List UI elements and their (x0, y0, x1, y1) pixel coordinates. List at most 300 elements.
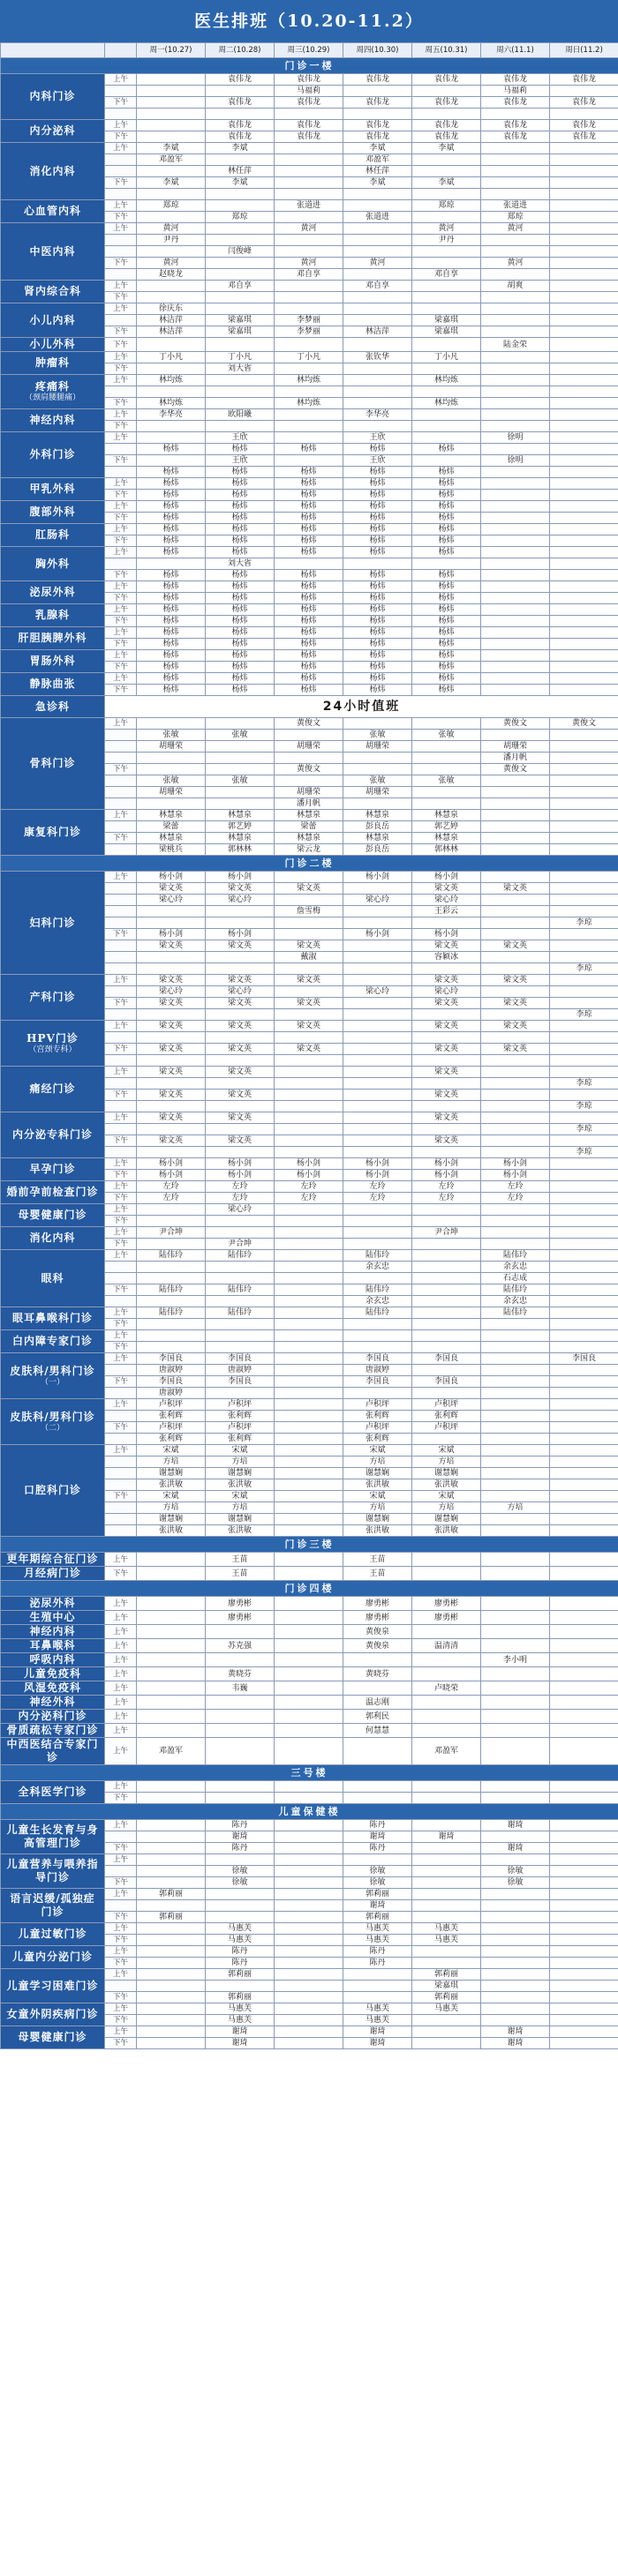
department-name (1, 200, 105, 223)
empty-cell (550, 154, 618, 166)
period-label: 下午 (105, 1090, 137, 1101)
doctor-cell: 张道进 (481, 200, 550, 212)
doctor-cell: 梁心玲 (137, 895, 206, 906)
table-row (1, 1330, 618, 1342)
table-row (1, 1625, 618, 1639)
table-row (1, 1820, 618, 1831)
empty-cell (343, 1781, 412, 1793)
empty-cell (550, 650, 618, 662)
empty-cell (550, 246, 618, 258)
empty-cell (412, 917, 481, 929)
department-name (1, 432, 105, 478)
doctor-cell: 杨炜 (137, 444, 206, 455)
table-row (1, 1067, 618, 1078)
table-row (1, 303, 618, 315)
empty-cell (481, 1399, 550, 1411)
department-label: 肛肠科 (34, 528, 70, 541)
empty-cell (550, 292, 618, 303)
empty-cell (343, 1738, 412, 1765)
doctor-cell: 邓盈军 (343, 154, 412, 166)
doctor-cell: 卢积坪 (412, 1399, 481, 1411)
department-label: 儿童过敏门诊 (18, 1928, 87, 1940)
empty-cell (550, 547, 618, 558)
empty-cell (550, 1342, 618, 1353)
empty-cell (412, 363, 481, 375)
empty-cell (550, 1284, 618, 1296)
table-row (1, 1724, 618, 1738)
doctor-cell: 张洪敏 (343, 1479, 412, 1491)
period-label: 上午 (105, 627, 137, 639)
doctor-cell: 陈丹 (206, 1820, 275, 1831)
empty-cell (550, 986, 618, 998)
empty-cell (137, 292, 206, 303)
period-label: 下午 (105, 1422, 137, 1434)
empty-cell (275, 1653, 343, 1667)
doctor-cell: 郑琼 (137, 200, 206, 212)
doctor-cell: 杨炜 (206, 524, 275, 535)
doctor-cell: 李琼 (550, 917, 618, 929)
period-label (105, 1078, 137, 1090)
empty-cell (550, 109, 618, 120)
empty-cell (275, 730, 343, 741)
empty-cell (206, 269, 275, 281)
empty-cell (481, 1330, 550, 1342)
empty-cell (275, 986, 343, 998)
doctor-cell: 马惠芙 (343, 1923, 412, 1935)
doctor-cell: 张利辉 (206, 1411, 275, 1422)
doctor-cell: 李斌 (137, 177, 206, 189)
department-label: 妇科门诊 (29, 916, 76, 929)
doctor-cell: 杨炜 (343, 570, 412, 581)
doctor-cell: 丁小凡 (275, 352, 343, 363)
empty-cell (550, 1170, 618, 1181)
doctor-cell: 谢慧娴 (343, 1514, 412, 1525)
doctor-cell: 黄俊文 (481, 764, 550, 775)
department-name (1, 1946, 105, 1969)
empty-cell (412, 1946, 481, 1958)
empty-cell (275, 154, 343, 166)
doctor-cell: 谢琦 (343, 2026, 412, 2038)
empty-cell (275, 1738, 343, 1765)
doctor-cell: 陆伟玲 (343, 1307, 412, 1319)
period-label: 上午 (105, 1653, 137, 1667)
department-name (1, 1681, 105, 1696)
period-label: 上午 (105, 1250, 137, 1262)
table-row (1, 1567, 618, 1581)
period-label: 下午 (105, 513, 137, 524)
doctor-cell: 左玲 (275, 1181, 343, 1193)
empty-cell (550, 1843, 618, 1854)
empty-cell (275, 753, 343, 764)
empty-cell (206, 1330, 275, 1342)
empty-cell (275, 1147, 343, 1158)
empty-cell (275, 1296, 343, 1307)
doctor-cell: 梁文英 (137, 1135, 206, 1147)
empty-cell (481, 235, 550, 246)
period-label: 上午 (105, 1696, 137, 1710)
empty-cell (343, 1981, 412, 1992)
doctor-cell: 梁心玲 (137, 986, 206, 998)
doctor-cell: 袁伟龙 (412, 97, 481, 109)
empty-cell (481, 478, 550, 490)
period-label (105, 883, 137, 895)
section-header: 儿童保健楼 (1, 1804, 618, 1820)
empty-cell (481, 386, 550, 398)
section-header-row (1, 1537, 618, 1553)
empty-cell (206, 1912, 275, 1923)
doctor-cell: 杨炜 (137, 478, 206, 490)
section-header: 门诊二楼 (1, 856, 618, 872)
doctor-cell: 杨炜 (275, 639, 343, 650)
empty-cell (550, 1889, 618, 1900)
empty-cell (275, 363, 343, 375)
period-label: 下午 (105, 685, 137, 696)
period-label: 上午 (105, 1112, 137, 1124)
department-label: 小儿外科 (29, 338, 76, 350)
empty-cell (137, 558, 206, 570)
empty-cell (137, 1877, 206, 1889)
empty-cell (343, 338, 412, 352)
period-label (105, 315, 137, 326)
empty-cell (137, 1611, 206, 1625)
department-label: 皮肤科/男科门诊 (10, 1410, 95, 1423)
empty-cell (550, 86, 618, 97)
period-label: 下午 (105, 535, 137, 547)
doctor-cell: 陆伟玲 (481, 1307, 550, 1319)
empty-cell (550, 1866, 618, 1877)
empty-cell (206, 753, 275, 764)
department-label: 内分泌科门诊 (18, 1710, 87, 1722)
empty-cell (137, 1866, 206, 1877)
empty-cell (343, 1055, 412, 1067)
doctor-cell: 尹合坤 (137, 1227, 206, 1239)
doctor-cell: 黄俊泉 (343, 1639, 412, 1653)
empty-cell (275, 775, 343, 787)
doctor-cell: 宋斌 (343, 1491, 412, 1502)
empty-cell (275, 189, 343, 200)
department-label: 甲乳外科 (29, 483, 76, 495)
doctor-cell: 容颖冰 (412, 952, 481, 963)
empty-cell (481, 616, 550, 627)
doctor-cell: 杨炜 (206, 650, 275, 662)
empty-cell (275, 177, 343, 189)
empty-cell (343, 386, 412, 398)
empty-cell (206, 952, 275, 963)
doctor-cell: 宋斌 (137, 1445, 206, 1456)
empty-cell (412, 1877, 481, 1889)
doctor-cell: 梁文英 (275, 975, 343, 986)
doctor-cell: 方培 (412, 1502, 481, 1514)
department-name (1, 1204, 105, 1227)
empty-cell (206, 292, 275, 303)
empty-cell (481, 570, 550, 581)
period-label: 下午 (105, 292, 137, 303)
day-header-cell: 周日(11.2) (550, 43, 618, 58)
period-label: 下午 (105, 1342, 137, 1353)
empty-cell (412, 258, 481, 269)
empty-cell (275, 558, 343, 570)
empty-cell (412, 1567, 481, 1581)
empty-cell (550, 662, 618, 673)
doctor-cell: 张道进 (275, 200, 343, 212)
doctor-cell: 方培 (137, 1502, 206, 1514)
empty-cell (137, 1831, 206, 1843)
period-label: 上午 (105, 1820, 137, 1831)
department-name (1, 1724, 105, 1738)
empty-cell (343, 1227, 412, 1239)
empty-cell (550, 1365, 618, 1376)
doctor-cell: 苏克强 (206, 1639, 275, 1653)
day-header-cell: 周六(11.1) (481, 43, 550, 58)
doctor-cell: 杨炜 (412, 650, 481, 662)
doctor-cell: 林均炼 (412, 375, 481, 386)
empty-cell (412, 432, 481, 444)
period-label: 上午 (105, 1399, 137, 1411)
empty-cell (481, 292, 550, 303)
doctor-cell: 杨小剑 (412, 929, 481, 940)
department-label: 痛经门诊 (29, 1082, 76, 1095)
empty-cell (412, 1124, 481, 1135)
doctor-cell: 梁文英 (206, 883, 275, 895)
doctor-cell: 杨炜 (343, 547, 412, 558)
table-row (1, 1181, 618, 1193)
doctor-cell: 张敏 (137, 730, 206, 741)
department-label: 急诊科 (34, 700, 70, 713)
doctor-cell: 黄河 (481, 223, 550, 235)
empty-cell (275, 1101, 343, 1112)
period-label (105, 1032, 137, 1044)
doctor-cell: 胡珊荣 (275, 741, 343, 753)
doctor-cell: 詹雪梅 (275, 906, 343, 917)
day-header-cell: 周二(10.28) (206, 43, 275, 58)
empty-cell (137, 1854, 206, 1866)
empty-cell (481, 177, 550, 189)
empty-cell (137, 952, 206, 963)
doctor-cell: 杨炜 (206, 593, 275, 604)
doctor-cell: 张洪敏 (412, 1525, 481, 1537)
empty-cell (550, 775, 618, 787)
empty-cell (412, 1724, 481, 1738)
department-label: 小儿内科 (29, 313, 76, 326)
doctor-cell: 李斌 (206, 143, 275, 154)
empty-cell (550, 235, 618, 246)
department-label: 产科门诊 (29, 991, 76, 1003)
empty-cell (481, 1958, 550, 1969)
department-label: 儿童营养与喂养指导门诊 (6, 1858, 99, 1883)
doctor-cell: 郭利民 (343, 1710, 412, 1724)
doctor-cell: 杨炜 (137, 685, 206, 696)
empty-cell (343, 246, 412, 258)
department-name (1, 1889, 105, 1923)
empty-cell (481, 1067, 550, 1078)
period-label: 下午 (105, 1284, 137, 1296)
doctor-cell: 梁文英 (412, 998, 481, 1009)
doctor-cell: 陆伟玲 (481, 1284, 550, 1296)
empty-cell (275, 166, 343, 177)
empty-cell (206, 764, 275, 775)
period-label: 上午 (105, 718, 137, 730)
empty-cell (343, 883, 412, 895)
empty-cell (550, 1479, 618, 1491)
empty-cell (275, 109, 343, 120)
doctor-cell: 黄河 (137, 223, 206, 235)
doctor-cell: 杨炜 (137, 501, 206, 513)
doctor-cell: 袁伟龙 (481, 120, 550, 131)
empty-cell (481, 1525, 550, 1537)
empty-cell (275, 432, 343, 444)
empty-cell (137, 1958, 206, 1969)
doctor-cell: 林慧泉 (412, 810, 481, 821)
table-row (1, 338, 618, 352)
doctor-cell: 陆金荣 (481, 338, 550, 352)
empty-cell (481, 844, 550, 856)
empty-cell (343, 1067, 412, 1078)
empty-cell (206, 386, 275, 398)
doctor-cell: 黄晓芬 (206, 1667, 275, 1681)
empty-cell (481, 1611, 550, 1625)
doctor-cell: 李国良 (343, 1376, 412, 1388)
table-row (1, 1112, 618, 1124)
empty-cell (412, 1793, 481, 1804)
empty-cell (343, 223, 412, 235)
table-row (1, 74, 618, 86)
doctor-cell: 何慧慧 (343, 1724, 412, 1738)
department-label: 中医内科 (29, 244, 76, 258)
empty-cell (550, 1135, 618, 1147)
period-label: 上午 (105, 143, 137, 154)
doctor-cell: 马惠芙 (206, 2003, 275, 2015)
doctor-cell: 袁伟龙 (206, 131, 275, 143)
empty-cell (412, 1667, 481, 1681)
empty-cell (481, 421, 550, 432)
doctor-cell: 杨炜 (206, 513, 275, 524)
empty-cell (343, 1969, 412, 1981)
doctor-cell: 王彩云 (412, 906, 481, 917)
empty-cell (275, 1889, 343, 1900)
doctor-cell: 林慧泉 (206, 810, 275, 821)
empty-cell (137, 421, 206, 432)
empty-cell (412, 1854, 481, 1866)
doctor-cell: 左玲 (481, 1181, 550, 1193)
period-label: 下午 (105, 1239, 137, 1250)
doctor-cell: 谢琦 (481, 2026, 550, 2038)
empty-cell (412, 86, 481, 97)
empty-cell (481, 917, 550, 929)
doctor-cell: 廖勇彬 (206, 1597, 275, 1611)
doctor-cell: 尹丹 (137, 235, 206, 246)
empty-cell (481, 1422, 550, 1434)
period-label (105, 986, 137, 998)
empty-cell (412, 1307, 481, 1319)
doctor-cell: 杨炜 (275, 524, 343, 535)
empty-cell (343, 269, 412, 281)
empty-cell (550, 1667, 618, 1681)
period-label (105, 1365, 137, 1376)
empty-cell (481, 986, 550, 998)
doctor-cell: 尹合坤 (412, 1227, 481, 1239)
empty-cell (275, 421, 343, 432)
doctor-cell: 杨炜 (206, 478, 275, 490)
empty-cell (550, 1445, 618, 1456)
empty-cell (550, 223, 618, 235)
empty-cell (412, 1958, 481, 1969)
empty-cell (550, 1021, 618, 1032)
empty-cell (550, 1273, 618, 1284)
doctor-cell: 杨炜 (137, 627, 206, 639)
doctor-cell: 梁文英 (206, 1021, 275, 1032)
empty-cell (412, 292, 481, 303)
period-label: 下午 (105, 455, 137, 467)
doctor-cell: 杨小剑 (343, 872, 412, 883)
empty-cell (550, 1239, 618, 1250)
empty-cell (275, 1935, 343, 1946)
doctor-cell: 马福莉 (481, 86, 550, 97)
section-header-row (1, 1765, 618, 1781)
empty-cell (275, 1250, 343, 1262)
doctor-cell: 左玲 (206, 1193, 275, 1204)
department-name (1, 338, 105, 352)
department-label: 月经病门诊 (23, 1567, 81, 1579)
department-name (1, 2026, 105, 2049)
empty-cell (550, 281, 618, 292)
doctor-cell: 宋斌 (343, 1445, 412, 1456)
department-label: 疼痛科 (34, 380, 70, 393)
doctor-cell: 林慧泉 (137, 833, 206, 844)
empty-cell (412, 1843, 481, 1854)
department-label: 消化内科 (29, 164, 76, 177)
empty-cell (481, 513, 550, 524)
doctor-cell: 梁文英 (137, 1067, 206, 1078)
period-label (105, 558, 137, 570)
section-header: 门诊四楼 (1, 1581, 618, 1597)
table-row (1, 120, 618, 131)
empty-cell (481, 952, 550, 963)
empty-cell (275, 1388, 343, 1399)
empty-cell (412, 1710, 481, 1724)
empty-cell (550, 1653, 618, 1667)
empty-cell (481, 1090, 550, 1101)
doctor-cell: 黄俊文 (550, 718, 618, 730)
period-label (105, 1273, 137, 1284)
empty-cell (137, 1639, 206, 1653)
empty-cell (481, 467, 550, 478)
empty-cell (343, 363, 412, 375)
empty-cell (550, 883, 618, 895)
empty-cell (137, 2038, 206, 2049)
doctor-cell: 梁文英 (412, 1067, 481, 1078)
doctor-cell: 杨炜 (206, 604, 275, 616)
department-name (1, 2003, 105, 2026)
empty-cell (206, 1854, 275, 1866)
empty-cell (275, 1912, 343, 1923)
empty-cell (412, 455, 481, 467)
department-label: 腹部外科 (29, 505, 76, 518)
doctor-cell: 谢琦 (343, 2038, 412, 2049)
doctor-cell: 杨炜 (412, 570, 481, 581)
empty-cell (412, 798, 481, 810)
empty-cell (275, 1877, 343, 1889)
doctor-cell: 徐敏 (343, 1866, 412, 1877)
doctor-cell: 戴淑 (275, 952, 343, 963)
department-name (1, 1112, 105, 1158)
period-label: 上午 (105, 810, 137, 821)
department-label: 康复科门诊 (23, 826, 81, 838)
period-label (105, 798, 137, 810)
empty-cell (412, 1866, 481, 1877)
doctor-cell: 林洁萍 (137, 326, 206, 338)
empty-cell (412, 189, 481, 200)
doctor-cell: 左玲 (412, 1181, 481, 1193)
